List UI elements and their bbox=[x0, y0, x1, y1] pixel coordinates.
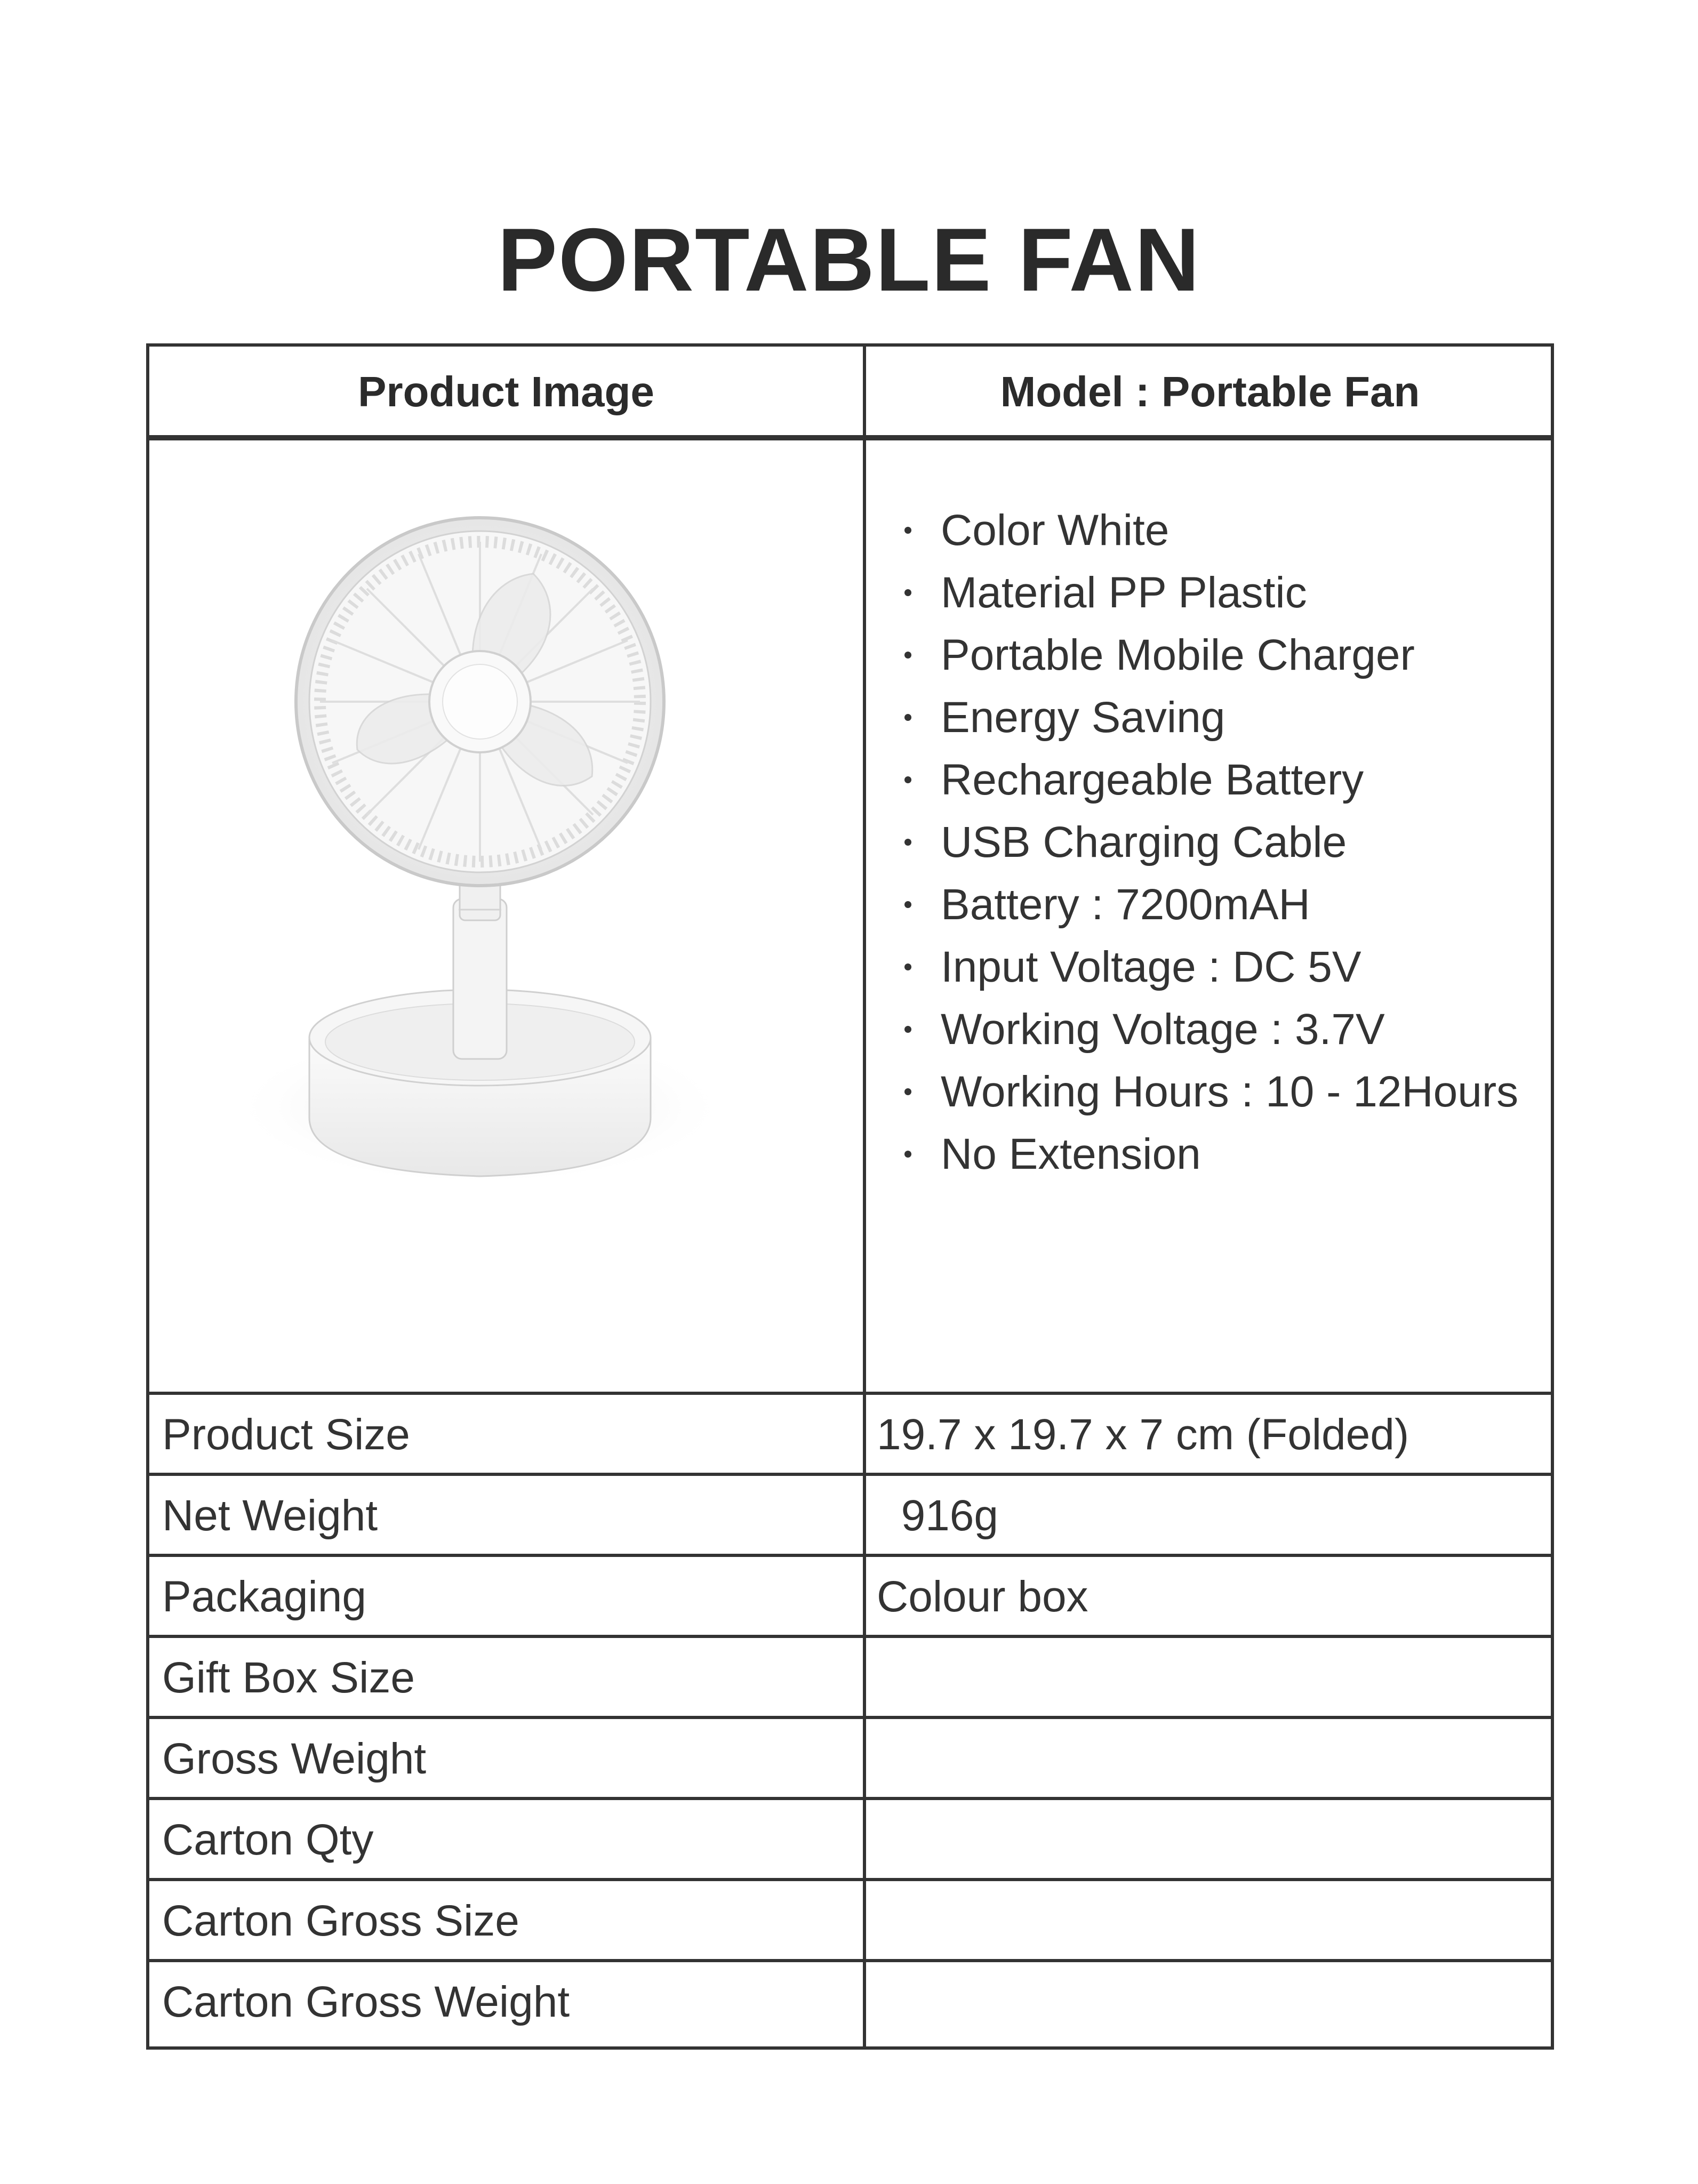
row-value-gift-box-size bbox=[877, 1638, 1549, 1718]
row-value-net-weight: 916g bbox=[877, 1491, 998, 1540]
row-value-carton-qty bbox=[877, 1800, 1549, 1880]
row-value-carton-gross-weight bbox=[877, 1962, 1549, 2042]
row-value-product-size: 19.7 x 19.7 x 7 cm (Folded) bbox=[877, 1410, 1409, 1459]
row-label-packaging: Packaging bbox=[162, 1572, 366, 1621]
row-label-gift-box-size: Gift Box Size bbox=[162, 1653, 415, 1702]
row-label-product-size: Product Size bbox=[162, 1410, 410, 1459]
feature-item: Color White bbox=[866, 499, 1554, 561]
feature-item: USB Charging Cable bbox=[866, 811, 1554, 873]
row-value-carton-gross-size bbox=[877, 1881, 1549, 1961]
feature-item: Battery : 7200mAH bbox=[866, 873, 1554, 936]
row-label-carton-gross-size: Carton Gross Size bbox=[162, 1897, 519, 1945]
product-image-cell bbox=[149, 440, 863, 1392]
feature-item: Material PP Plastic bbox=[866, 561, 1554, 624]
portable-fan-illustration bbox=[235, 504, 725, 1262]
feature-item: Working Voltage : 3.7V bbox=[866, 998, 1554, 1061]
feature-item: Portable Mobile Charger bbox=[866, 624, 1554, 686]
feature-item: No Extension bbox=[866, 1123, 1554, 1185]
feature-list bbox=[866, 440, 1554, 1185]
feature-item: Input Voltage : DC 5V bbox=[866, 936, 1554, 998]
row-value-packaging: Colour box bbox=[877, 1572, 1088, 1621]
feature-item: Working Hours : 10 - 12Hours bbox=[866, 1061, 1554, 1123]
feature-item: Energy Saving bbox=[866, 686, 1554, 749]
row-label-net-weight: Net Weight bbox=[162, 1491, 378, 1540]
row-label-gross-weight: Gross Weight bbox=[162, 1735, 427, 1783]
spec-table bbox=[146, 343, 1554, 2050]
row-label-carton-qty: Carton Qty bbox=[162, 1816, 374, 1864]
row-label-carton-gross-weight: Carton Gross Weight bbox=[162, 1978, 570, 2026]
header-product-image: Product Image bbox=[358, 368, 654, 415]
feature-item: Rechargeable Battery bbox=[866, 749, 1554, 811]
page-title: PORTABLE FAN bbox=[497, 209, 1201, 310]
header-model: Model : Portable Fan bbox=[1000, 368, 1420, 415]
row-value-gross-weight bbox=[877, 1719, 1549, 1799]
